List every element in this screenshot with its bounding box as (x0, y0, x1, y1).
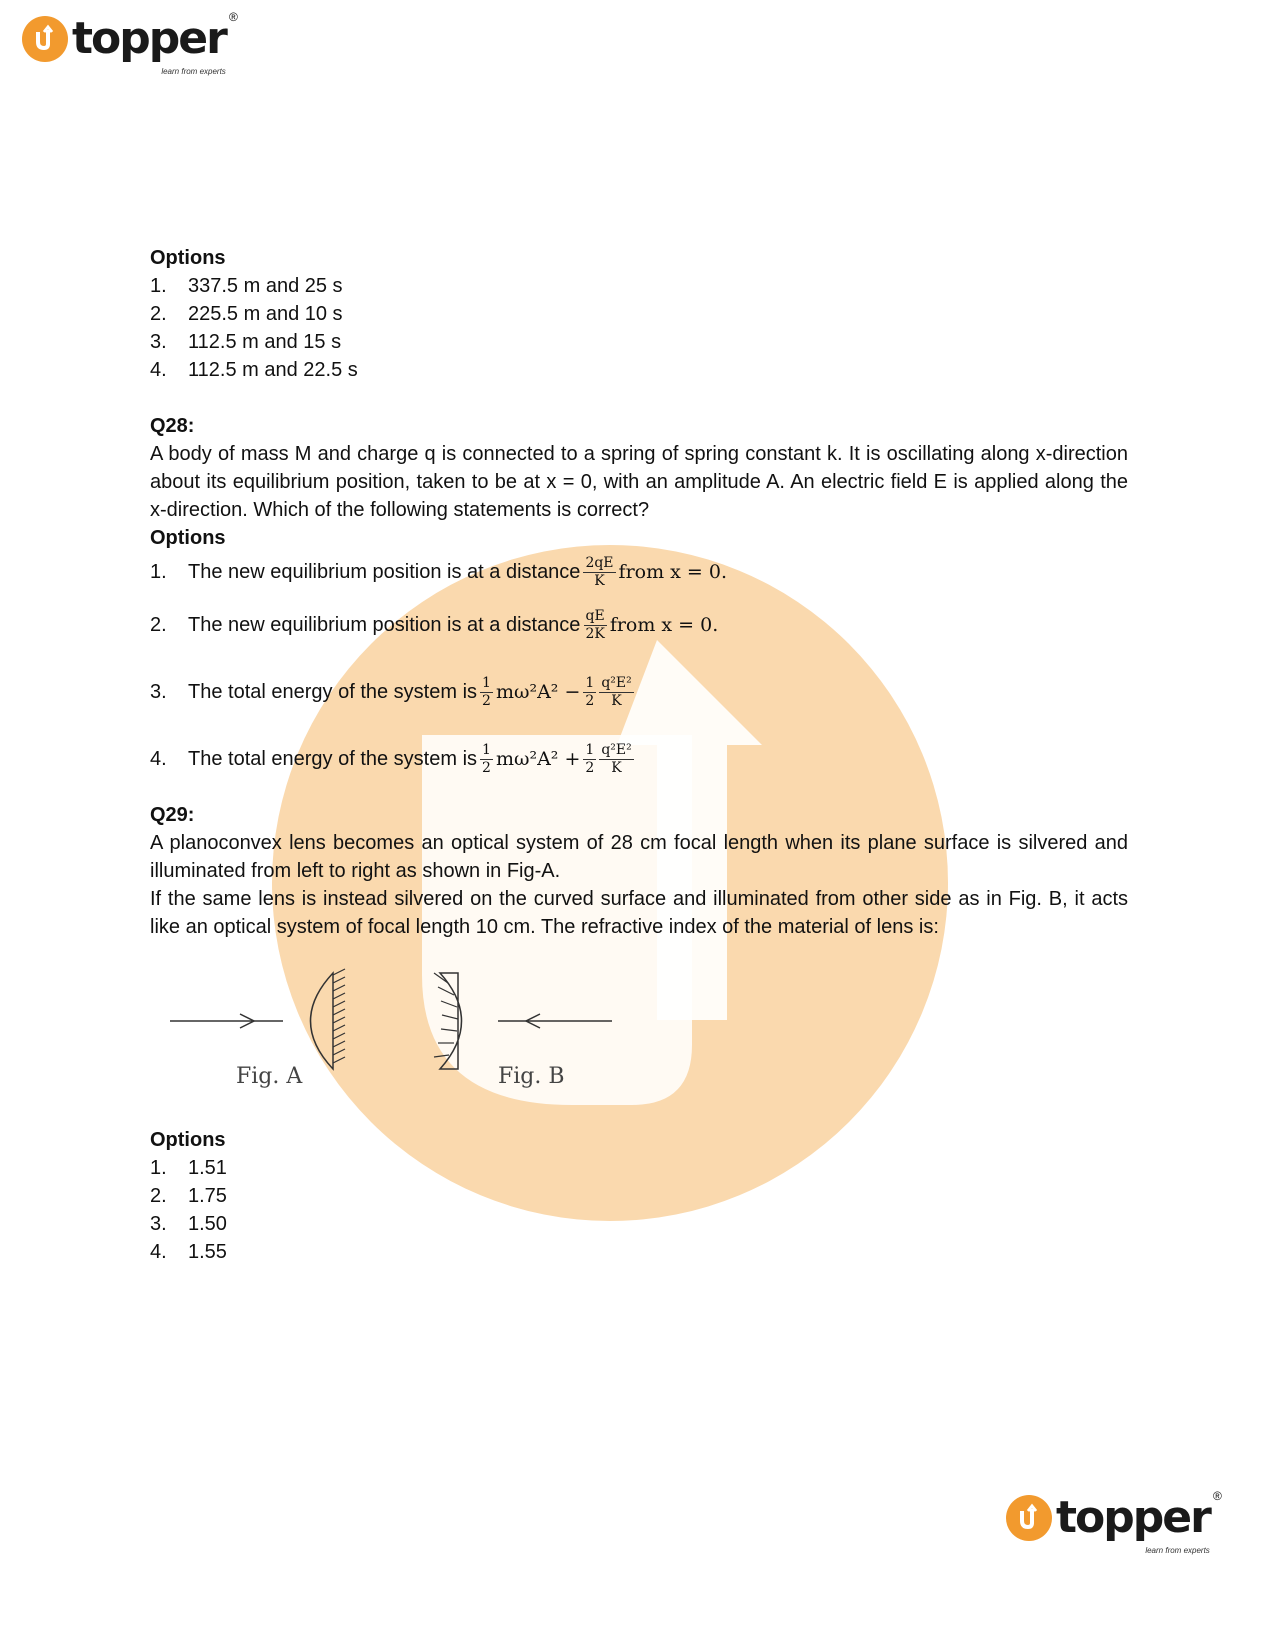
option-number: 4. (150, 1241, 167, 1263)
option-item (150, 356, 1128, 384)
bottom-logo (1006, 1489, 1222, 1555)
brand-tagline: learn from experts (1145, 1546, 1210, 1555)
fraction: $\frac{1}{2}$ (585, 741, 595, 776)
fraction: $\frac{1}{2}$ (585, 674, 595, 709)
math-text: from x = 0. (609, 614, 719, 636)
lens-diagram (168, 951, 648, 1126)
q27-options-list (150, 272, 1128, 384)
brand-tagline: learn from experts (161, 67, 226, 76)
brand-u-icon (22, 16, 68, 62)
option-text: 225.5 m and 10 s (188, 303, 343, 325)
option-text: The total energy of the system is (188, 748, 478, 770)
lens-figures (150, 951, 1128, 1126)
fraction: $\frac{\text{q²E²}}{K}$ (601, 674, 632, 709)
option-text: 1.51 (188, 1157, 227, 1179)
registered-mark: ® (228, 10, 238, 24)
option-number: 3. (150, 1213, 167, 1235)
option-number: 2. (150, 303, 167, 325)
option-number: 1. (150, 561, 167, 583)
option-item (150, 328, 1128, 356)
option-item (150, 1154, 1128, 1182)
option-number: 3. (150, 681, 167, 703)
math-text: from x = 0. (618, 561, 727, 583)
brand-wordmark: topper (72, 13, 226, 64)
option-item (150, 552, 1128, 592)
options-heading: Options (150, 247, 226, 269)
option-text: The new equilibrium position is at a distance (188, 561, 581, 583)
page-content (150, 244, 1128, 1266)
option-item (150, 300, 1128, 328)
options-heading: Options (150, 1129, 226, 1151)
fraction: $\frac{\text{q²E²}}{K}$ (601, 741, 632, 776)
fraction: $\frac{1}{2}$ (482, 741, 491, 776)
option-item (150, 600, 1128, 650)
option-item (150, 272, 1128, 300)
option-number: 4. (150, 748, 167, 770)
option-text: 1.50 (188, 1213, 227, 1235)
question-text: If the same lens is instead silvered on the curved surface and illuminated from other side as in Fig. B, it acts like an optical system of focal length 10 cm. The refractive index of the material of lens is: (150, 888, 1128, 938)
question-label: Q28: (150, 415, 195, 437)
option-text: 1.55 (188, 1241, 227, 1263)
option-number: 2. (150, 614, 167, 636)
option-item (150, 1210, 1128, 1238)
option-number: 3. (150, 331, 167, 353)
fraction: $\frac{2qE}{K}$ (585, 554, 614, 589)
option-text: 112.5 m and 22.5 s (188, 359, 358, 381)
fig-b-label: Fig. B (498, 1064, 565, 1089)
option-item (150, 734, 1128, 784)
math-text: mω²A² + (495, 748, 581, 770)
brand-wordmark: topper (1056, 1492, 1210, 1543)
option-number: 4. (150, 359, 167, 381)
option-item (150, 1182, 1128, 1210)
option-text: 337.5 m and 25 s (188, 275, 343, 297)
fraction: $\frac{1}{2}$ (482, 674, 491, 709)
question-text: A planoconvex lens becomes an optical system of 28 cm focal length when its plane surface is silvered and illuminated from left to right as shown in Fig-A. (150, 832, 1128, 882)
registered-mark: ® (1212, 1489, 1222, 1503)
question-label: Q29: (150, 804, 195, 826)
option-text: 1.75 (188, 1185, 227, 1207)
option-text: The new equilibrium position is at a distance (188, 614, 581, 636)
top-logo (22, 10, 238, 76)
q29-options-list (150, 1154, 1128, 1266)
question-text: A body of mass M and charge q is connected to a spring of spring constant k. It is oscillating along x-direction about its equilibrium position, taken to be at x = 0, with an amplitude A. An electric field E is applied along the x-direction. Which of the following statements is correct? (150, 443, 1128, 521)
fraction: $\frac{qE}{2K}$ (585, 607, 605, 642)
fig-a-label: Fig. A (236, 1064, 303, 1089)
math-text: mω²A² − (495, 681, 581, 703)
spacer (150, 384, 1128, 412)
option-number: 1. (150, 1157, 167, 1179)
option-item (150, 667, 1128, 717)
option-number: 2. (150, 1185, 167, 1207)
option-text: The total energy of the system is (188, 681, 478, 703)
option-item (150, 1238, 1128, 1266)
options-heading: Options (150, 527, 226, 549)
option-text: 112.5 m and 15 s (188, 331, 342, 353)
option-number: 1. (150, 275, 167, 297)
brand-u-icon (1006, 1495, 1052, 1541)
